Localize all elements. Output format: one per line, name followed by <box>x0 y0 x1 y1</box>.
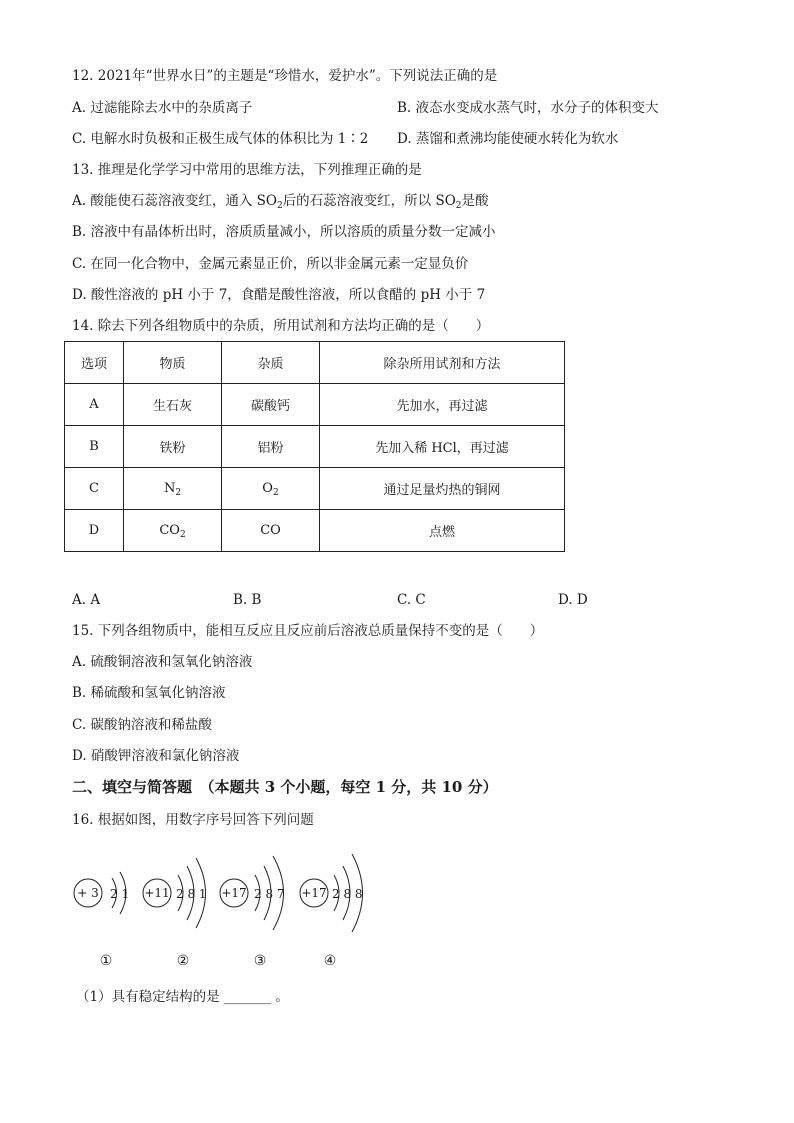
cell-substance: $N_2$ <box>124 468 222 510</box>
q15-option-b: B. 稀硫酸和氢氧化钠溶液 <box>72 685 226 701</box>
q12-option-c: C. 电解水时负极和正极生成气体的体积比为 1∶2 <box>72 131 369 147</box>
atom-label-1: ① <box>99 953 113 969</box>
atom-label-3: ③ <box>253 953 267 969</box>
atom-electron-config: 2 1 <box>110 887 130 901</box>
atom-structure-diagrams <box>68 846 378 971</box>
q14-stem: 14. 除去下列各组物质中的杂质，所用试剂和方法均正确的是（ ） <box>72 318 490 334</box>
atom-label-2: ② <box>176 953 190 969</box>
cell-option: A <box>65 384 124 426</box>
q12-option-b: B. 液态水变成水蒸气时，水分子的体积变大 <box>397 100 659 116</box>
table-header-row <box>65 342 565 384</box>
q15-option-d: D. 硝酸钾溶液和氯化钠溶液 <box>72 748 240 764</box>
cell-impurity: $O_2$ <box>222 468 320 510</box>
q14-answer-b: B. B <box>233 592 262 608</box>
q13-option-d: D. 酸性溶液的 pH 小于 7，食醋是酸性溶液，所以食醋的 pH 小于 7 <box>72 287 486 303</box>
header-option: 选项 <box>65 342 124 384</box>
header-method: 除杂所用试剂和方法 <box>320 342 565 384</box>
atom-nucleus-label: +11 <box>144 886 170 900</box>
cell-option: D <box>65 510 124 552</box>
q16-subquestion-1: （1）具有稳定结构的是 _______ 。 <box>76 989 289 1005</box>
q15-stem: 15. 下列各组物质中，能相互反应且反应前后溶液总质量保持不变的是（ ） <box>72 623 544 639</box>
cell-substance: $CO_2$ <box>124 510 222 552</box>
atom-label-4: ④ <box>323 953 337 969</box>
atom-nucleus-label: +17 <box>221 886 247 900</box>
table-row <box>65 384 565 426</box>
cell-option: C <box>65 468 124 510</box>
atom-nucleus-label: + 3 <box>77 886 99 900</box>
q13-option-c: C. 在同一化合物中，金属元素显正价，所以非金属元素一定显负价 <box>72 256 469 272</box>
q15-option-a: A. 硫酸铜溶液和氢氧化钠溶液 <box>72 654 253 670</box>
cell-method: 先加水，再过滤 <box>320 384 565 426</box>
q13-stem: 13. 推理是化学学习中常用的思维方法，下列推理正确的是 <box>72 162 422 178</box>
cell-impurity: 铝粉 <box>222 426 320 468</box>
cell-substance: 铁粉 <box>124 426 222 468</box>
q12-option-a: A. 过滤能除去水中的杂质离子 <box>72 100 253 116</box>
atom-nucleus-label: +17 <box>301 886 327 900</box>
q14-answer-c: C. C <box>397 592 426 608</box>
q13-option-b: B. 溶液中有晶体析出时，溶质质量减小，所以溶质的质量分数一定减小 <box>72 224 496 240</box>
q12-option-d: D. 蒸馏和煮沸均能使硬水转化为软水 <box>397 131 619 147</box>
atom-electron-config: 2 8 8 <box>332 887 363 901</box>
table-row <box>65 510 565 552</box>
cell-impurity: 碳酸钙 <box>222 384 320 426</box>
table-row <box>65 426 565 468</box>
cell-method: 先加入稀 HCl，再过滤 <box>320 426 565 468</box>
atom-electron-config: 2 8 1 <box>176 887 207 901</box>
cell-method: 点燃 <box>320 510 565 552</box>
cell-method: 通过足量灼热的铜网 <box>320 468 565 510</box>
q14-answer-d: D. D <box>558 592 588 608</box>
atom-electron-config: 2 8 7 <box>254 887 285 901</box>
cell-substance: 生石灰 <box>124 384 222 426</box>
header-substance: 物质 <box>124 342 222 384</box>
q14-answer-a: A. A <box>72 592 101 608</box>
q15-option-c: C. 碳酸钠溶液和稀盐酸 <box>72 717 212 733</box>
q12-stem: 12. 2021年“世界水日”的主题是“珍惜水，爱护水”。下列说法正确的是 <box>72 68 498 84</box>
cell-impurity: CO <box>222 510 320 552</box>
q14-table <box>64 341 565 552</box>
cell-option: B <box>65 426 124 468</box>
q16-stem: 16. 根据如图，用数字序号回答下列问题 <box>72 812 314 828</box>
header-impurity: 杂质 <box>222 342 320 384</box>
q13-option-a: A. 酸能使石蕊溶液变红，通入 $SO_2$后的石蕊溶液变红，所以 $SO_2$是酸 <box>72 193 489 211</box>
table-row <box>65 468 565 510</box>
section2-heading: 二、填空与简答题 （本题共 3 个小题，每空 1 分，共 10 分） <box>72 778 498 796</box>
